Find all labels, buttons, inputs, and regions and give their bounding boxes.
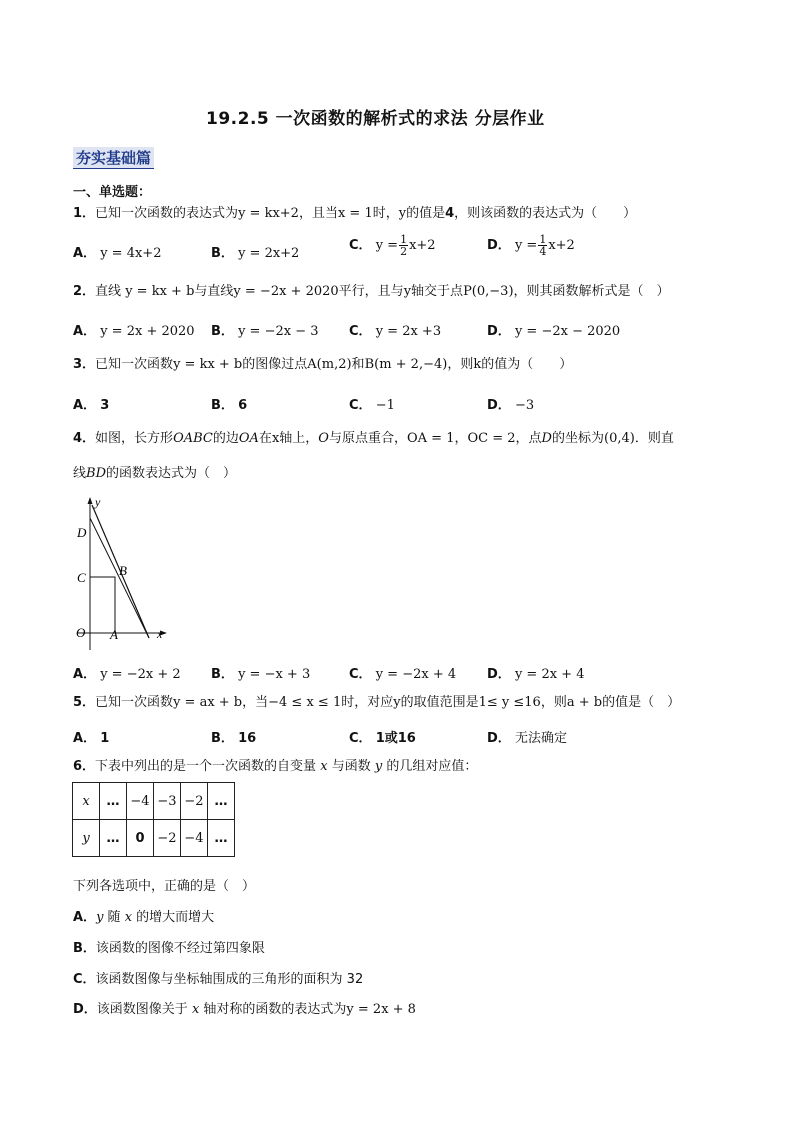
label-o: O: [76, 625, 86, 640]
question-3-option-d[interactable]: D． −3: [487, 398, 535, 413]
question-2-stem: 2．直线 y = kx + b与直线y = −2x + 2020平行，且与y轴交于点P(0,−3)，则其函数解析式是（ ）: [73, 284, 670, 299]
question-4-option-b[interactable]: B． y = −x + 3: [211, 667, 311, 682]
question-2-option-b[interactable]: B． y = −2x − 3: [211, 324, 319, 339]
table-cell: −4: [127, 783, 154, 820]
question-5-option-b[interactable]: B． 16: [211, 731, 257, 746]
question-5-option-d[interactable]: D． 无法确定: [487, 731, 567, 746]
table-cell: …: [208, 820, 235, 857]
question-1-option-d[interactable]: D． y = $\frac{1}{4}$ x+2: [487, 233, 575, 258]
y-axis-arrow: [88, 497, 93, 504]
question-6-option-a[interactable]: A．y 随 x 的增大而增大: [73, 910, 215, 925]
page-title: 19.2.5 一次函数的解析式的求法 分层作业: [206, 109, 545, 129]
question-1-option-c[interactable]: C． y = $\frac{1}{2}$ x+2: [349, 233, 436, 258]
table-cell: −2: [181, 783, 208, 820]
question-2-option-d[interactable]: D． y = −2x − 2020: [487, 324, 621, 339]
table-cell: …: [208, 783, 235, 820]
label-c: C: [77, 570, 86, 585]
question-3-option-b[interactable]: B． 6: [211, 398, 248, 413]
question-6-option-c[interactable]: C．该函数图像与坐标轴围成的三角形的面积为 32: [73, 972, 364, 987]
label-x: x: [157, 627, 163, 641]
question-1-option-a[interactable]: A． y = 4x+2: [73, 246, 162, 261]
question-3-option-c[interactable]: C． −1: [349, 398, 395, 413]
table-row: [73, 783, 235, 820]
table-cell: …: [100, 820, 127, 857]
question-6-stem: 6．下表中列出的是一个一次函数的自变量 x 与函数 y 的几组对应值：: [73, 759, 478, 774]
question-6-option-d[interactable]: D．该函数图像关于 x 轴对称的函数的表达式为y = 2x + 8: [73, 1002, 416, 1017]
question-6-value-table: [72, 782, 235, 857]
question-6-option-b[interactable]: B．该函数的图像不经过第四象限: [73, 941, 265, 956]
question-4-option-a[interactable]: A． y = −2x + 2: [73, 667, 181, 682]
table-cell: −2: [154, 820, 181, 857]
question-5-option-c[interactable]: C． 1或16: [349, 731, 416, 746]
table-cell: …: [100, 783, 127, 820]
question-3-stem: 3．已知一次函数y = kx + b的图像过点A(m,2)和B(m + 2,−4)，则k的值为（ ）: [73, 357, 573, 372]
table-cell: −4: [181, 820, 208, 857]
question-2-option-c[interactable]: C． y = 2x +3: [349, 324, 442, 339]
question-1-stem: 1．已知一次函数的表达式为y = kx+2，且当x = 1时，y的值是4，则该函数的表达式为（ ）: [73, 206, 637, 221]
label-a: A: [110, 627, 118, 642]
question-4-option-d[interactable]: D． y = 2x + 4: [487, 667, 585, 682]
table-cell: x: [73, 783, 100, 820]
rectangle-oabc: [90, 577, 115, 633]
part-heading: 一、单选题：: [73, 185, 152, 200]
question-4-figure: [70, 493, 180, 653]
table-row: [73, 820, 235, 857]
question-4-stem-line2: 线BD的函数表达式为（ ）: [73, 466, 237, 481]
question-4-stem-line1: 4．如图，长方形OABC的边OA在x轴上，O与原点重合，OA = 1，OC = 2，点D的坐标为(0,4)．则直: [73, 431, 674, 446]
line-bd: [90, 518, 149, 638]
label-y: y: [95, 495, 101, 509]
table-cell: 0: [127, 820, 154, 857]
question-2-option-a[interactable]: A． y = 2x + 2020: [73, 324, 195, 339]
question-5-option-a[interactable]: A． 1: [73, 731, 110, 746]
question-5-stem: 5．已知一次函数y = ax + b，当−4 ≤ x ≤ 1时，对应y的取值范围是1≤ y ≤16，则a + b的值是（ ）: [73, 695, 681, 710]
table-cell: −3: [154, 783, 181, 820]
question-4-option-c[interactable]: C． y = −2x + 4: [349, 667, 457, 682]
label-b: B: [119, 563, 127, 578]
question-1-option-b[interactable]: B． y = 2x+2: [211, 246, 300, 261]
question-6-prompt: 下列各选项中，正确的是（ ）: [73, 879, 256, 894]
question-3-option-a[interactable]: A． 3: [73, 398, 110, 413]
label-d: D: [77, 525, 87, 540]
table-cell: y: [73, 820, 100, 857]
section-heading: 夯实基础篇: [73, 147, 154, 169]
